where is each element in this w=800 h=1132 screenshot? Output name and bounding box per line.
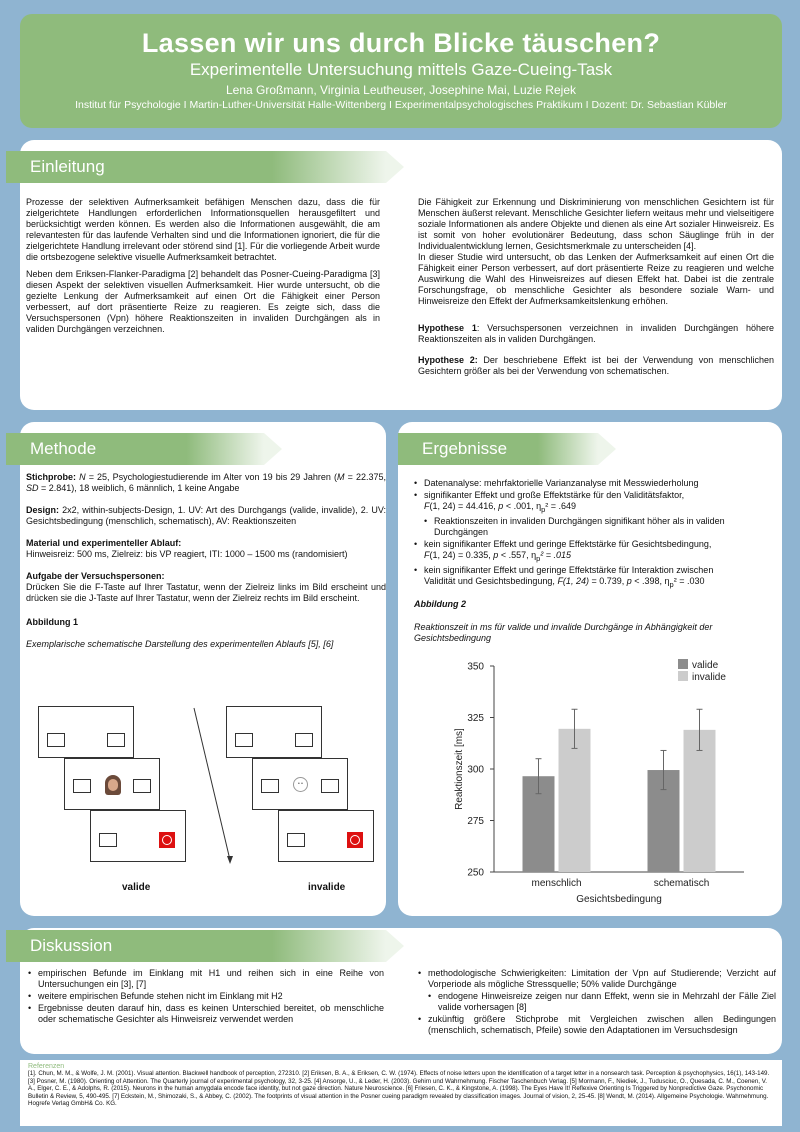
abbildung-1-label: Abbildung 1 — [26, 617, 78, 627]
referenzen-panel — [20, 1060, 782, 1126]
poster-subtitle: Experimentelle Untersuchung mittels Gaze-Cueing-Task — [189, 60, 613, 79]
ergebnis-subitem: • Reaktionszeiten in invaliden Durchgängen signifikant höher als in validen Durchgängen — [414, 516, 776, 538]
hypothese-1-label: Hypothese 1 — [418, 323, 477, 333]
ergebnis-b2b-t2: < .001, η — [503, 501, 542, 511]
authors: Lena Großmann, Virginia Leutheuser, Josephine Mai, Luzie Rejek — [226, 83, 576, 97]
einleitung-left-p1: Prozesse der selektiven Aufmerksamkeit befähigen Menschen dazu, dass die für zielgerichtete Handlungen erforderlichen Informationsquellen herausgefiltert und berücksichtigt werden können. Es werden also die Informationen ausgewählt, die am relevantesten für das laufende Verhalten sind und die Informationen ignoriert, die für die zielgerichtete Handlung irrelevant oder störend sind [1]. Für die vorliegende Arbeit wurde die ortsbezogene selektive visuelle Aufmerksamkeit betrachtet. — [26, 197, 380, 262]
abbildung-2-label: Abbildung 2 — [414, 599, 466, 610]
y-tick-label: 325 — [467, 713, 484, 724]
diskussion-heading — [6, 930, 386, 962]
ergebnis-b4b-t2: < .398, η — [631, 575, 670, 586]
stichprobe — [26, 472, 386, 494]
institution: Institut für Psychologie I Martin-Luther-Universität Halle-Wittenberg I Experimentalpsychologisches Praktikum I Dozent: Dr. Sebastian Kübler — [75, 99, 727, 111]
box-right — [295, 733, 313, 747]
ergebnis-b3b-p: p — [493, 549, 499, 560]
y-tick-label: 300 — [467, 764, 484, 776]
stich-t2: = 22.375, — [344, 472, 386, 482]
cue-slide-right — [252, 758, 348, 810]
einleitung-right-p1: Die Fähigkeit zur Erkennung und Diskriminierung von menschlichen Gesichtern ist für Menschen äußerst relevant. Menschliche Gesichter liefern weitaus mehr und vielseitigere soziale Informationen als andere Objekte und dienen als eine Art sozialer Hinweisreiz. Es ist somit von hoher evolutionärer Bedeutung, dass schon Säuglinge früh in der Individualentwicklung lernen, Gesichtsmerkmale zu unterscheiden [4]. — [418, 197, 774, 251]
einleitung-heading-text: Einleitung — [30, 157, 105, 176]
abbildung-1-caption: Exemplarische schematische Darstellung des experimentellen Ablaufs [5], [6] — [26, 639, 334, 649]
hypothese-2 — [418, 355, 774, 377]
ergebnis-b4a: kein signifikanter Effekt und geringe Effektstärke für Interaktion zwischen — [424, 564, 714, 575]
methode-text — [26, 472, 386, 656]
stich-t1: = 25, Psychologiestudierende im Alter von 19 bis 29 Jahren ( — [85, 472, 337, 482]
stich-sd: SD — [26, 483, 39, 493]
y-tick-label: 250 — [467, 867, 484, 879]
aufgabe — [26, 571, 386, 604]
ergebnis-b4b-sub: p — [669, 579, 674, 589]
methode-heading — [6, 433, 264, 465]
stich-t3: = 2.841), 18 weiblich, 6 männlich, 1 keine Angabe — [38, 483, 240, 493]
bar-invalide-schematisch — [684, 730, 716, 872]
label-valide: valide — [122, 882, 151, 893]
ergebnisse-heading — [398, 433, 598, 465]
ergebnis-b4b-t1: = 0.739, — [588, 575, 627, 586]
label-invalide: invalide — [308, 882, 346, 893]
ergebnis-b3b-f: F — [424, 549, 430, 560]
legend-swatch-invalide — [678, 671, 688, 681]
ergebnis-b4b-t3: ² = .030 — [673, 575, 705, 586]
x-tick-label: schematisch — [653, 878, 710, 889]
x-axis-label: Gesichtsbedingung — [576, 894, 662, 905]
material-label: Material und experimenteller Ablauf: — [26, 538, 182, 548]
diskussion-item: • zukünftig größere Stichprobe mit Vergleichen zwischen allen Bedingungen (menschlich, schematisch, Pfeile) sowie den Adaptationen im Versuchsdesign — [418, 1014, 776, 1036]
ergebnis-b4b-p: p — [626, 575, 632, 586]
hypothese-2-text: Der beschriebene Effekt ist bei der Verwendung von menschlichen Gesichtern größer als bei der Verwendung von schematischen. — [418, 355, 774, 376]
einleitung-left-column — [26, 197, 380, 341]
box-left — [261, 779, 279, 793]
fixation-slide-right — [226, 706, 322, 758]
ergebnis-b3a: kein signifikanter Effekt und geringe Effektstärke für Gesichtsbedingung, — [424, 538, 712, 549]
reaktionszeit-chart — [404, 652, 776, 910]
design-text: 2x2, within-subjects-Design, 1. UV: Art des Durchgangs (valide, invalide), 2. UV: Gesichtsbedingung (menschlich, schematisch), AV: Reaktionszeiten — [26, 505, 386, 526]
ergebnis-b3b-t3: ² = .015 — [540, 549, 572, 560]
methode-heading-text: Methode — [30, 439, 97, 458]
ergebnis-item — [414, 490, 776, 515]
referenzen-heading: Referenzen — [28, 1063, 65, 1070]
einleitung-left-p2: Neben dem Eriksen-Flanker-Paradigma [2] behandelt das Posner-Cueing-Paradigma [3] diesen Aspekt der selektiven visuellen Aufmerksamkeit. Hier wurde untersucht, ob die gezielte Lenkung der Aufmerksamkeit auf einen Ort die Fähigkeit einer Person verbessert, auf dort präsentierte Reize zu reagieren. Es zeigte sich, dass die Versuchspersonen (Vpn) höhere Reaktionszeiten in invaliden Durchgängen als in validen Durchgängen verzeichnen. — [26, 269, 380, 334]
hypothese-1-text: : Versuchspersonen verzeichnen in invaliden Durchgängen höhere Reaktionszeiten als in validen Durchgängen. — [418, 323, 774, 344]
ergebnisse-text — [414, 478, 776, 650]
ergebnis-b4b-t0: Validität und Gesichtsbedingung, — [424, 575, 558, 586]
ergebnis-b2b-p: p — [498, 501, 504, 511]
legend-label-valide: valide — [692, 660, 719, 671]
abbildung-2-caption: Reaktionszeit in ms für valide und invalide Durchgänge in Abhängigkeit der Gesichtsbedingung — [414, 622, 713, 644]
poster-title: Lassen wir uns durch Blicke täuschen? — [141, 28, 661, 58]
ergebnisse-heading-text: Ergebnisse — [422, 439, 508, 458]
ergebnis-item — [414, 565, 776, 590]
ergebnis-b3b-sub: p — [536, 553, 541, 563]
y-tick-label: 350 — [467, 661, 484, 673]
ergebnisse-list — [414, 478, 776, 589]
referenzen-text: [1]. Chun, M. M., & Wolfe, J. M. (2001). Visual attention. Blackwell handbook of perception, 272310. [2] Eriksen, B. A., & Eriksen, C. W. (1974). Effects of noise letters upon the identification of a target letter in a nonsearch task. Perception & psychophysics, 16(1), 143-149. [3] Posner, M. (1980). Orienting of Attention. The Quarterly journal of experimental psychology, 32, 3-25. [4] Ansorge, U., & Leder, H. (2003). Gehirn und Wahrnehmung. Fischer Taschenbuch Verlag. [5] Mormann, F., Niediek, J., Tudusciuc, O., Quesada, C. M., Coenen, V. A., Elger, C. E., & Adolphs, R. (2015). Neurons in the human amygdala encode face identity, but not gaze direction. Nature Neuroscience. [6] Friesen, C. K., & Kingstone, A. (1998). The Eyes Have It! Reflexive Orienting Is Triggered by Nonpredictive Gaze. Psychonomic Bulletin & Review, 5, 490-495. [7] Eckstein, M., Shimozaki, S., & Abbey, C. (2002). The footprints of visual attention in the Posner cueing paradigm revealed by classification images. Journal of vision, 2, 25-45. [8] Wendt, M. (2014). Allgemeine Psychologie. Wahrnehmung. Hogrefe Verlag GmbH& Co. KG. — [28, 1070, 770, 1108]
diskussion-item: • weitere empirischen Befunde stehen nicht im Einklang mit H2 — [28, 991, 384, 1002]
ergebnis-b2b-t1: (1, 24) = 44.416, — [429, 501, 499, 511]
ergebnis-b3b-t2: < .557, η — [498, 549, 537, 560]
design-label: Design: — [26, 505, 60, 515]
diskussion-item: • Ergebnisse deuten darauf hin, dass es keinen Unterschied bereitet, ob menschliche oder schematische Gesichter als Hinweisreiz verwendet werden — [28, 1003, 384, 1025]
ergebnis-item — [414, 539, 776, 564]
diskussion-right-list — [418, 968, 776, 1036]
x-tick-label: menschlich — [531, 878, 582, 889]
legend-swatch-valide — [678, 659, 688, 669]
diskussion-left-list — [28, 968, 384, 1025]
diskussion-left — [28, 968, 384, 1026]
ergebnis-b4b-f: F(1, 24) — [557, 575, 589, 586]
poster-header — [20, 14, 782, 128]
y-tick-label: 275 — [467, 816, 484, 827]
target-slide-right — [278, 810, 374, 862]
diskussion-subitem: • endogene Hinweisreize zeigen nur dann Effekt, wenn sie in Mehrzahl der Fälle Ziel valide vorhersagen [8] — [418, 991, 776, 1013]
bar-invalide-menschlich — [559, 729, 591, 872]
design — [26, 505, 386, 527]
aufgabe-text: Drücken Sie die F-Taste auf Ihrer Tastatur, wenn der Zielreiz links im Bild erscheint und drücken sie die J-Taste auf Ihrer Tastatur, wenn der Zielreiz rechts im Bild erscheint. — [26, 582, 386, 603]
stichprobe-label: Stichprobe: — [26, 472, 77, 482]
diskussion-item: • methodologische Schwierigkeiten: Limitation der Vpn auf Studierende; Verzicht auf Vorperiode als mögliche Stressquelle; 50% valide Durchgänge — [418, 968, 776, 990]
einleitung-heading — [6, 151, 386, 183]
hypothese-2-label: Hypothese 2: — [418, 355, 478, 365]
box-left — [235, 733, 253, 747]
material — [26, 538, 386, 560]
ergebnis-b2a: signifikanter Effekt und große Effektstärke für den Validitätsfaktor, — [424, 490, 685, 500]
ergebnis-b3b-t1: (1, 24) = 0.335, — [429, 549, 494, 560]
diskussion-heading-text: Diskussion — [30, 936, 113, 955]
diskussion-right — [418, 968, 776, 1037]
ergebnis-b2b-sub: p — [541, 504, 546, 514]
target-icon — [347, 832, 363, 848]
schematic-face-icon: • • — [293, 777, 308, 792]
stich-n: N — [79, 472, 86, 482]
hypothese-1 — [418, 323, 774, 345]
ergebnis-b2b-f: F — [424, 501, 430, 511]
ergebnis-b2b-t3: ² = .649 — [545, 501, 577, 511]
abbildung-1-figure — [34, 706, 370, 896]
ergebnis-item: • Datenanalyse: mehrfaktorielle Varianzanalyse mit Messwiederholung — [414, 478, 776, 489]
y-axis-label: Reaktionszeit [ms] — [454, 728, 465, 810]
diskussion-item: • empirischen Befunde im Einklang mit H1 und reihen sich in eine Reihe von Untersuchungen ein [3], [7] — [28, 968, 384, 990]
stich-m: M — [337, 472, 345, 482]
einleitung-right-p2: In dieser Studie wird untersucht, ob das Lenken der Aufmerksamkeit auf einen Ort die Fähigkeit einer Person verbessert, auf dort präsentierte Reize zu reagieren und welche Auswirkung die Wahl des Hinweisreizes auf diesen Effekt hat. Dabei ist die zentrale Forschungsfrage, ob menschliche Gesichter als besondere soziale Warn- und Hinweisreize den Effekt der Aufmerksamkeitslenkung erhöhen. — [418, 252, 774, 306]
einleitung-right-column — [418, 197, 774, 383]
legend-label-invalide: invalide — [692, 672, 726, 683]
aufgabe-label: Aufgabe der Versuchspersonen: — [26, 571, 165, 581]
box-left — [287, 833, 305, 847]
material-text: Hinweisreiz: 500 ms, Zielreiz: bis VP reagiert, ITI: 1000 – 1500 ms (randomisiert) — [26, 549, 348, 559]
box-right — [321, 779, 339, 793]
